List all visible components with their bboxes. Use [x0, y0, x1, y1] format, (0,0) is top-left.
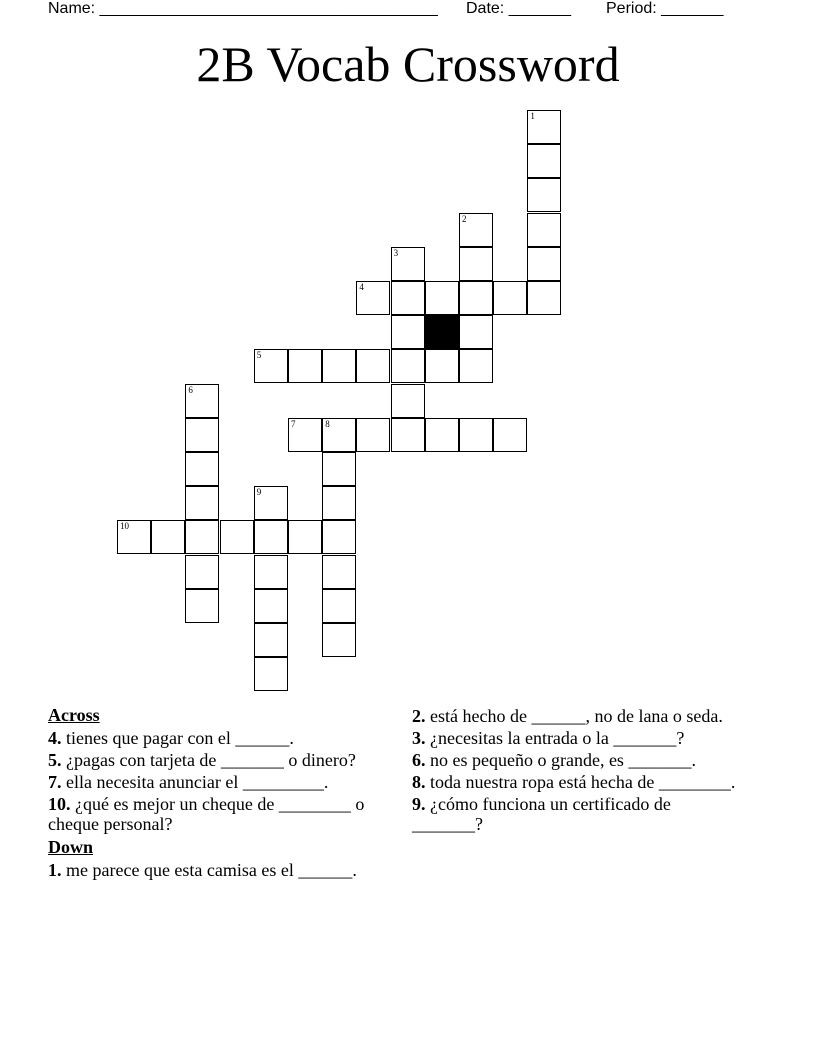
crossword-cell[interactable]: [459, 247, 493, 281]
crossword-cell[interactable]: [322, 555, 356, 589]
crossword-black-cell: [425, 315, 459, 349]
crossword-cell[interactable]: [356, 349, 390, 383]
crossword-cell[interactable]: [322, 520, 356, 554]
cell-number: 4: [359, 282, 364, 292]
period-field[interactable]: Period: _______: [606, 0, 724, 17]
clue-text: toda nuestra ropa está hecha de ________.: [430, 772, 736, 792]
crossword-cell[interactable]: [425, 349, 459, 383]
clue-text: ¿qué es mejor un cheque de ________ o cheque personal?: [48, 794, 365, 834]
clue-number: 7.: [48, 772, 62, 792]
crossword-cell[interactable]: [288, 418, 322, 452]
date-field[interactable]: Date: _______: [466, 0, 571, 17]
crossword-cell[interactable]: [254, 520, 288, 554]
clue-number: 1.: [48, 860, 62, 880]
crossword-cell[interactable]: [288, 520, 322, 554]
clue-across-4: [48, 728, 388, 748]
cell-number: 2: [462, 213, 467, 224]
name-field[interactable]: Name: ______________________________________: [48, 0, 438, 17]
cell-number: 10: [120, 521, 129, 532]
clue-text: ¿pagas con tarjeta de _______ o dinero?: [66, 750, 356, 770]
clue-number: 3.: [412, 728, 426, 748]
crossword-cell[interactable]: [322, 486, 356, 520]
crossword-cell[interactable]: [459, 213, 493, 247]
page-title: 2B Vocab Crossword: [196, 36, 620, 92]
crossword-cell[interactable]: [254, 486, 288, 520]
cell-number: 1: [530, 111, 535, 121]
clue-across-10: [48, 794, 388, 834]
clue-across-5: [48, 750, 388, 770]
crossword-cell[interactable]: [117, 520, 151, 554]
crossword-cell[interactable]: [151, 520, 185, 554]
clue-down-6: [412, 750, 742, 770]
clue-number: 10.: [48, 794, 71, 814]
crossword-cell[interactable]: [527, 247, 561, 281]
clue-text: ¿necesitas la entrada o la _______?: [430, 728, 685, 748]
clue-number: 9.: [412, 794, 426, 814]
cell-number: 3: [393, 247, 399, 258]
clue-number: 6.: [412, 750, 426, 770]
crossword-cell[interactable]: [322, 589, 356, 623]
clue-number: 5.: [48, 750, 62, 770]
clue-number: 8.: [412, 772, 426, 792]
crossword-cell[interactable]: [459, 315, 493, 349]
crossword-cell[interactable]: [254, 589, 288, 623]
cell-number: 5: [256, 350, 262, 361]
clue-down-9: [412, 794, 742, 834]
crossword-cell[interactable]: [322, 452, 356, 486]
crossword-cell[interactable]: [254, 623, 288, 657]
clue-number: 4.: [48, 728, 62, 748]
crossword-cell[interactable]: [185, 589, 219, 623]
crossword-cell[interactable]: [322, 418, 356, 452]
crossword-cell[interactable]: [527, 144, 561, 178]
cell-number: 9: [256, 487, 262, 498]
clue-text: tienes que pagar con el ______.: [66, 728, 294, 748]
crossword-cell[interactable]: [322, 623, 356, 657]
crossword-cell[interactable]: [185, 418, 219, 452]
crossword-cell[interactable]: [527, 281, 561, 315]
clue-down-8: [412, 772, 742, 792]
cell-number: 6: [188, 384, 193, 395]
crossword-cell[interactable]: [527, 178, 561, 212]
clue-text: ¿cómo funciona un certificado de _______?: [412, 794, 671, 834]
crossword-cell[interactable]: [391, 418, 425, 452]
crossword-cell[interactable]: [459, 349, 493, 383]
crossword-cell[interactable]: [459, 281, 493, 315]
clues-right-column: [412, 704, 742, 836]
crossword-cell[interactable]: [391, 349, 425, 383]
crossword-cell[interactable]: [391, 281, 425, 315]
crossword-cell[interactable]: [185, 384, 219, 418]
crossword-cell[interactable]: [185, 486, 219, 520]
crossword-cell[interactable]: [288, 349, 322, 383]
crossword-cell[interactable]: [527, 213, 561, 247]
clue-text: ella necesita anunciar el _________.: [66, 772, 329, 792]
across-heading: Across: [48, 705, 100, 725]
crossword-cell[interactable]: [322, 349, 356, 383]
crossword-cell[interactable]: [254, 657, 288, 691]
crossword-cell[interactable]: [425, 281, 459, 315]
crossword-cell[interactable]: [527, 110, 561, 144]
clue-text: me parece que esta camisa es el ______.: [66, 860, 357, 880]
crossword-cell[interactable]: [391, 384, 425, 418]
cell-number: 7: [291, 418, 296, 429]
crossword-cell[interactable]: [391, 315, 425, 349]
clue-across-7: [48, 772, 388, 792]
cell-number: 8: [325, 418, 330, 429]
crossword-cell[interactable]: [254, 555, 288, 589]
crossword-cell[interactable]: [391, 247, 425, 281]
clues-left-column: [48, 704, 388, 882]
clue-text: no es pequeño o grande, es _______.: [430, 750, 696, 770]
clue-text: está hecho de ______, no de lana o seda.: [430, 706, 723, 726]
crossword-cell[interactable]: [356, 281, 390, 315]
crossword-cell[interactable]: [185, 520, 219, 554]
crossword-cell[interactable]: [425, 418, 459, 452]
crossword-cell[interactable]: [459, 418, 493, 452]
clue-down-1: [48, 860, 388, 880]
crossword-cell[interactable]: [220, 520, 254, 554]
crossword-cell[interactable]: [493, 281, 527, 315]
crossword-cell[interactable]: [185, 452, 219, 486]
down-heading: Down: [48, 837, 94, 857]
crossword-cell[interactable]: [254, 349, 288, 383]
clue-down-3: [412, 728, 742, 748]
crossword-cell[interactable]: [185, 555, 219, 589]
clue-number: 2.: [412, 706, 426, 726]
crossword-cell[interactable]: [356, 418, 390, 452]
crossword-cell[interactable]: [493, 418, 527, 452]
clue-down-2: [412, 706, 742, 726]
